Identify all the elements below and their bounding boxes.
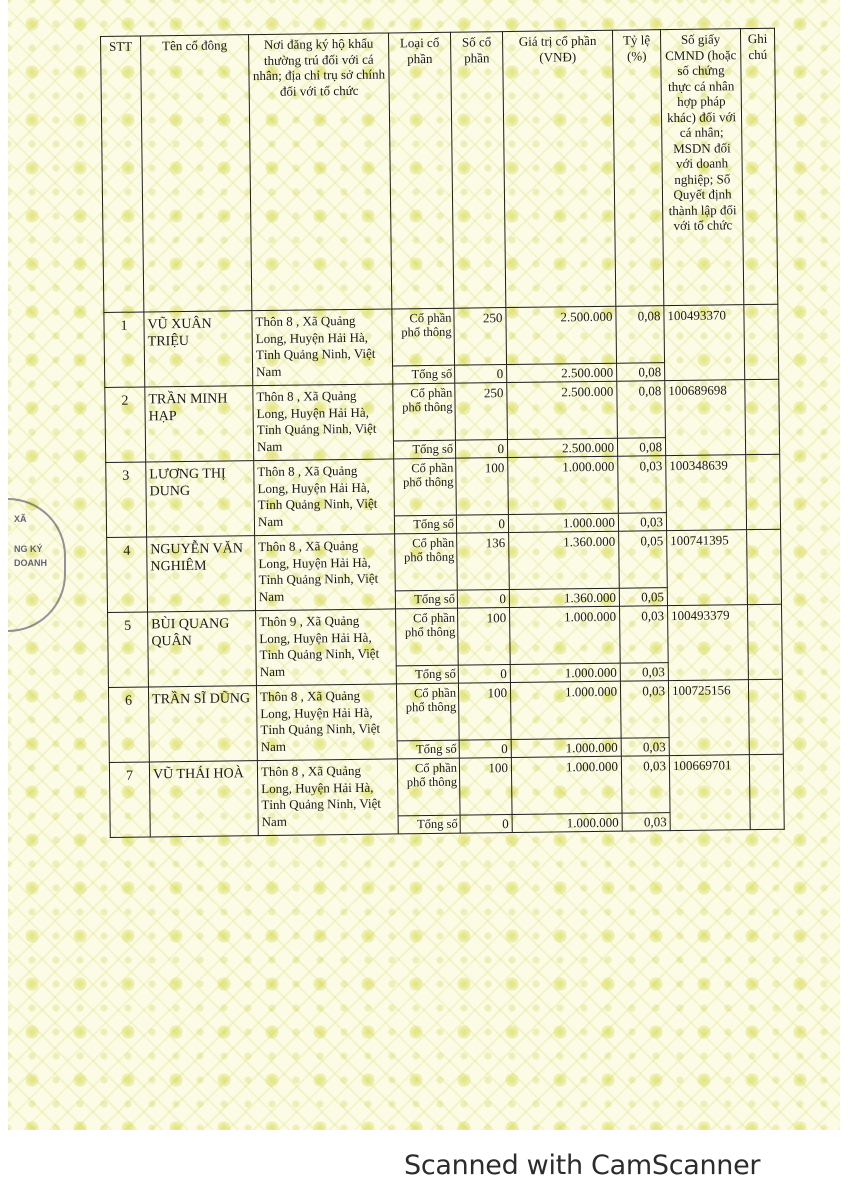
cell-address: Thôn 8 , Xã Quảng Long, Huyện Hải Hà, Tỉnh Quảng Ninh, Việt Nam	[256, 684, 397, 761]
cell-shares: 136	[457, 533, 510, 591]
cell-address: Thôn 8 , Xã Quảng Long, Huyện Hải Hà, Tỉnh Quảng Ninh, Việt Nam	[257, 759, 398, 836]
cell-total-value: 1.000.000	[511, 738, 621, 757]
cell-share-type: Cổ phần phổ thông	[396, 683, 459, 741]
cell-total-ratio: 0,08	[617, 438, 665, 457]
cell-id-document: 100689698	[665, 380, 746, 456]
cell-ratio: 0,05	[619, 531, 668, 589]
cell-id-document: 100669701	[669, 755, 750, 831]
cell-value: 2.500.000	[507, 381, 618, 439]
table-row	[104, 304, 779, 369]
cell-total-shares: 0	[455, 440, 507, 459]
cell-id-document: 100741395	[667, 530, 748, 606]
cell-share-type: Cổ phần phổ thông	[394, 458, 457, 516]
table-row	[106, 454, 781, 519]
cell-total-label: Tổng số	[397, 740, 459, 759]
cell-total-shares: 0	[458, 665, 510, 684]
cell-shares: 100	[458, 608, 511, 666]
cell-stt: 6	[108, 687, 149, 762]
cell-total-value: 1.360.000	[509, 588, 619, 607]
cell-share-type: Cổ phần phổ thông	[393, 383, 456, 441]
cell-value: 1.000.000	[511, 756, 622, 814]
header-share-type: Loại cổ phần	[388, 32, 453, 309]
cell-ratio: 0,08	[616, 306, 665, 364]
cell-ratio: 0,03	[621, 756, 670, 814]
cell-value: 1.360.000	[509, 531, 620, 589]
cell-shareholder-name: BÙI QUANG QUÂN	[148, 611, 257, 687]
table-row	[107, 529, 782, 594]
cell-total-shares: 0	[456, 515, 508, 534]
cell-note	[749, 754, 784, 829]
cell-note	[744, 304, 779, 379]
header-id-document: Số giấy CMND (hoặc số chứng thực cá nhân hợp pháp khác) đối với cá nhân; MSDN đối với doanh nghiệp; Số Quyết định thành lập đối với tổ chức	[660, 29, 743, 306]
cell-id-document: 100725156	[668, 680, 749, 756]
cell-stt: 7	[109, 762, 150, 837]
cell-value: 2.500.000	[506, 306, 617, 364]
cell-share-type: Cổ phần phổ thông	[392, 308, 455, 366]
cell-shareholder-name: VŨ XUÂN TRIỆU	[144, 311, 253, 387]
cell-stt: 1	[104, 312, 145, 387]
cell-note	[746, 454, 781, 529]
table-header-row	[101, 28, 778, 312]
table-row	[108, 679, 783, 744]
cell-stt: 2	[105, 387, 146, 462]
cell-share-type: Cổ phần phổ thông	[395, 533, 458, 591]
cell-total-shares: 0	[460, 815, 512, 834]
cell-note	[745, 379, 780, 454]
cell-note	[748, 679, 783, 754]
cell-stt: 3	[106, 462, 147, 537]
cell-address: Thôn 8 , Xã Quảng Long, Huyện Hải Hà, Tỉnh Quảng Ninh, Việt Nam	[253, 384, 394, 461]
cell-total-label: Tổng số	[395, 590, 457, 609]
cell-shares: 250	[454, 308, 507, 366]
cell-total-value: 2.500.000	[507, 438, 617, 457]
cell-value: 1.000.000	[510, 606, 621, 664]
cell-shares: 100	[456, 458, 509, 516]
table-row	[109, 754, 784, 819]
cell-ratio: 0,08	[617, 381, 666, 439]
shareholder-table	[100, 28, 785, 838]
official-stamp: XÃ NG KÝ DOANH	[8, 498, 66, 632]
cell-total-ratio: 0,08	[617, 363, 665, 382]
cell-address: Thôn 8 , Xã Quảng Long, Huyện Hải Hà, Tỉnh Quảng Ninh, Việt Nam	[252, 309, 393, 386]
cell-ratio: 0,03	[618, 456, 667, 514]
cell-address: Thôn 8 , Xã Quảng Long, Huyện Hải Hà, Tỉnh Quảng Ninh, Việt Nam	[254, 459, 395, 536]
header-shares: Số cổ phần	[450, 32, 505, 309]
cell-total-label: Tổng số	[398, 815, 460, 834]
cell-note	[747, 604, 782, 679]
cell-id-document: 100348639	[666, 455, 747, 531]
table-row	[105, 379, 780, 444]
camscanner-watermark: Scanned with CamScanner	[404, 1150, 761, 1181]
header-address: Nơi đăng ký hộ khẩu thường trú đối với cá nhân; địa chỉ trụ sở chính đối với tổ chức	[248, 33, 391, 311]
cell-total-value: 1.000.000	[510, 663, 620, 682]
cell-ratio: 0,03	[620, 606, 669, 664]
cell-ratio: 0,03	[620, 681, 669, 739]
cell-total-value: 1.000.000	[512, 813, 622, 832]
cell-shareholder-name: NGUYỄN VĂN NGHIÊM	[147, 536, 256, 612]
cell-total-ratio: 0,03	[622, 813, 670, 832]
cell-share-type: Cổ phần phổ thông	[396, 608, 459, 666]
header-note: Ghi chú	[740, 28, 777, 304]
header-ratio: Tỷ lệ (%)	[612, 30, 663, 307]
cell-address: Thôn 9 , Xã Quảng Long, Huyện Hải Hà, Tỉnh Quảng Ninh, Việt Nam	[256, 609, 397, 686]
cell-stt: 5	[108, 612, 149, 687]
cell-total-shares: 0	[459, 740, 511, 759]
cell-total-label: Tổng số	[393, 365, 455, 384]
cell-note	[747, 529, 782, 604]
cell-shareholder-name: VŨ THÁI HOÀ	[149, 761, 258, 837]
cell-shares: 100	[458, 683, 511, 741]
cell-shareholder-name: TRẦN SĨ DŨNG	[148, 686, 257, 762]
cell-value: 1.000.000	[508, 456, 619, 514]
cell-total-label: Tổng số	[394, 515, 456, 534]
table-body	[104, 304, 784, 837]
table-row	[108, 604, 783, 669]
cell-total-shares: 0	[455, 365, 507, 384]
cell-address: Thôn 8 , Xã Quảng Long, Huyện Hải Hà, Tỉnh Quảng Ninh, Việt Nam	[255, 534, 396, 611]
cell-stt: 4	[107, 537, 148, 612]
cell-shareholder-name: TRẦN MINH HẠP	[145, 386, 254, 462]
cell-total-value: 2.500.000	[507, 363, 617, 382]
cell-shares: 250	[455, 383, 508, 441]
cell-id-document: 100493379	[668, 605, 749, 681]
cell-total-shares: 0	[457, 590, 509, 609]
cell-value: 1.000.000	[510, 681, 621, 739]
cell-shares: 100	[459, 758, 512, 816]
cell-total-value: 1.000.000	[508, 513, 618, 532]
cell-shareholder-name: LƯƠNG THỊ DUNG	[146, 461, 255, 537]
cell-total-ratio: 0,03	[621, 738, 669, 757]
shareholder-sheet	[100, 28, 784, 838]
cell-total-label: Tổng số	[396, 665, 458, 684]
cell-total-ratio: 0,03	[618, 513, 666, 532]
cell-total-ratio: 0,03	[620, 663, 668, 682]
cell-share-type: Cổ phần phổ thông	[397, 758, 460, 816]
header-stt: STT	[101, 36, 144, 312]
cell-total-ratio: 0,05	[619, 588, 667, 607]
header-name: Tên cổ đông	[141, 35, 252, 312]
cell-id-document: 100493370	[664, 305, 745, 381]
header-value: Giá trị cổ phần (VNĐ)	[502, 30, 615, 307]
cell-total-label: Tổng số	[393, 440, 455, 459]
